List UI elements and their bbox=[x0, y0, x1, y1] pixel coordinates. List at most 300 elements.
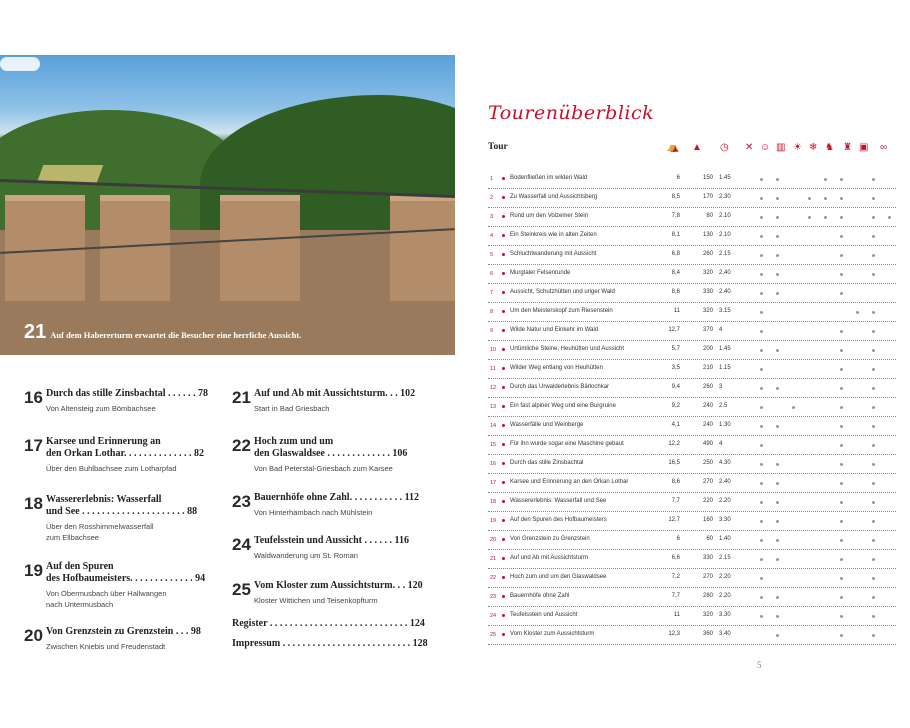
caption-number: 21 bbox=[24, 321, 47, 343]
feature-marker bbox=[872, 558, 875, 561]
feature-marker bbox=[888, 216, 891, 219]
tour-number: 3 bbox=[490, 214, 494, 220]
feature-marker bbox=[808, 197, 811, 200]
feature-marker bbox=[776, 425, 779, 428]
feature-marker bbox=[760, 482, 763, 485]
toc-entry[interactable] bbox=[24, 626, 224, 666]
tour-elevation: 80 bbox=[706, 213, 713, 219]
tour-number: 8 bbox=[490, 309, 494, 315]
tour-column-label: Tour bbox=[488, 142, 508, 152]
feature-marker bbox=[760, 558, 763, 561]
tour-name: Urtümliche Steine, Heuhütten und Aussicht bbox=[510, 346, 625, 352]
tour-name: Ein Steinkreis wie in alten Zeiten bbox=[510, 232, 597, 238]
bus-icon: ▣ bbox=[859, 142, 869, 153]
bullet-icon bbox=[502, 177, 505, 180]
feature-marker bbox=[840, 501, 843, 504]
feature-marker bbox=[776, 216, 779, 219]
tour-number: 14 bbox=[490, 423, 497, 429]
tour-elevation: 320 bbox=[702, 612, 713, 618]
tour-distance: 16,5 bbox=[668, 460, 680, 466]
tour-number: 10 bbox=[490, 347, 497, 353]
table-row[interactable] bbox=[488, 265, 896, 284]
feature-marker bbox=[760, 311, 763, 314]
feature-marker bbox=[760, 368, 763, 371]
toc-entry[interactable] bbox=[24, 436, 224, 494]
tour-name: Bodenfließen im wilden Wald bbox=[510, 175, 588, 181]
tour-duration: 4 bbox=[719, 441, 723, 447]
feature-marker bbox=[776, 539, 779, 542]
feature-marker bbox=[840, 577, 843, 580]
toc-entry-number: 23 bbox=[232, 492, 251, 511]
tour-name: Bauernhöfe ohne Zahl bbox=[510, 593, 570, 599]
toc-entry-subtitle: Waldwanderung um St. Roman bbox=[254, 551, 358, 560]
tour-distance: 8,6 bbox=[671, 289, 680, 295]
feature-marker bbox=[840, 520, 843, 523]
bullet-icon bbox=[502, 310, 505, 313]
tour-number: 2 bbox=[490, 195, 494, 201]
feature-marker bbox=[824, 197, 827, 200]
photo-caption bbox=[24, 321, 301, 344]
tour-number: 11 bbox=[490, 366, 496, 372]
tour-name: Aussicht, Schutzhütten und uriger Wald bbox=[510, 289, 615, 295]
feature-marker bbox=[840, 539, 843, 542]
feature-marker bbox=[776, 273, 779, 276]
toc-entry-subtitle: Zwischen Kniebis und Freudenstadt bbox=[46, 642, 166, 651]
overview-heading: Tourenüberblick bbox=[488, 102, 655, 124]
bullet-icon bbox=[502, 595, 505, 598]
toc-entry[interactable] bbox=[232, 388, 442, 436]
feature-marker bbox=[840, 558, 843, 561]
feature-marker bbox=[840, 406, 843, 409]
tour-number: 24 bbox=[490, 613, 497, 619]
feature-marker bbox=[872, 482, 875, 485]
tour-name: Auf und Ab mit Aussichtsturm bbox=[510, 555, 589, 561]
feature-marker bbox=[872, 254, 875, 257]
feature-marker bbox=[872, 425, 875, 428]
tour-name: Zu Wasserfall und Aussichtsberg bbox=[510, 194, 598, 200]
tour-number: 7 bbox=[490, 290, 494, 296]
toc-entry[interactable] bbox=[24, 494, 224, 561]
feature-marker bbox=[776, 558, 779, 561]
tour-distance: 7,7 bbox=[671, 498, 680, 504]
tour-number: 25 bbox=[490, 632, 497, 638]
tour-name: Für ihn wurde sogar eine Maschine gebaut bbox=[510, 441, 624, 447]
toc-entry-title: Teufelsstein und Aussicht . . . . . . 116 bbox=[254, 535, 409, 546]
feature-marker bbox=[760, 178, 763, 181]
table-row[interactable] bbox=[488, 588, 896, 607]
tour-duration: 1.45 bbox=[719, 346, 731, 352]
tour-elevation: 170 bbox=[702, 194, 713, 200]
toc-entry-title: Auf den Spuren des Hofbaumeisters. . . . . . . . . . . . . 94 bbox=[46, 561, 206, 584]
table-row[interactable] bbox=[488, 531, 896, 550]
toc-entry-title: Karsee und Erinnerung an den Orkan Lothar. . . . . . . . . . . . . . 82 bbox=[46, 436, 204, 459]
toc-entry-title: Wassererlebnis: Wasserfall und See . . . . . . . . . . . . . . . . . . . . . 88 bbox=[46, 494, 198, 517]
tour-distance: 12,7 bbox=[668, 327, 680, 333]
bullet-icon bbox=[502, 291, 505, 294]
tour-number: 22 bbox=[490, 575, 497, 581]
bike-icon: ∞ bbox=[880, 142, 888, 153]
feature-marker bbox=[872, 520, 875, 523]
toc-column-left bbox=[24, 388, 224, 666]
feature-marker bbox=[840, 273, 843, 276]
feature-marker bbox=[776, 634, 779, 637]
toc-entry[interactable] bbox=[232, 580, 442, 618]
feature-marker bbox=[856, 311, 859, 314]
toc-entry-title: Von Grenzstein zu Grenzstein . . . 98 bbox=[46, 626, 201, 637]
tour-distance: 7,8 bbox=[671, 213, 680, 219]
tour-elevation: 330 bbox=[702, 289, 713, 295]
bullet-icon bbox=[502, 234, 505, 237]
toc-entry-subtitle: Kloster Wittichen und Teisenkopfturm bbox=[254, 596, 378, 605]
tour-elevation: 220 bbox=[702, 498, 713, 504]
tour-name: Hoch zum und um den Glaswaldsee bbox=[510, 574, 607, 580]
feature-marker bbox=[872, 501, 875, 504]
tour-duration: 3.30 bbox=[719, 612, 731, 618]
tour-name: Murgtaler Felsenrunde bbox=[510, 270, 571, 276]
merlon bbox=[220, 195, 300, 301]
table-row[interactable] bbox=[488, 607, 896, 626]
tour-name: Vom Kloster zum Aussichtsturm bbox=[510, 631, 595, 637]
tour-duration: 2.30 bbox=[719, 194, 731, 200]
tour-elevation: 240 bbox=[702, 422, 713, 428]
tour-duration: 2.40 bbox=[719, 479, 731, 485]
family-icon: ☺ bbox=[760, 142, 771, 153]
tour-name: Wilde Natur und Einkehr im Wald bbox=[510, 327, 599, 333]
toc-entry-number: 20 bbox=[24, 626, 43, 645]
tour-name: Teufelsstein und Aussicht bbox=[510, 612, 578, 618]
table-row[interactable] bbox=[488, 512, 896, 531]
bullet-icon bbox=[502, 196, 505, 199]
feature-marker bbox=[872, 235, 875, 238]
feature-marker bbox=[776, 501, 779, 504]
tour-duration: 4 bbox=[719, 327, 723, 333]
feature-icon-row bbox=[455, 142, 910, 156]
elevation-icon: ▲ bbox=[692, 142, 702, 153]
feature-marker bbox=[776, 615, 779, 618]
tour-distance: 6 bbox=[676, 536, 680, 542]
feature-marker bbox=[776, 520, 779, 523]
tour-elevation: 270 bbox=[702, 574, 713, 580]
table-row[interactable] bbox=[488, 398, 896, 417]
tour-name: Wassererlebnis: Wasserfall und See bbox=[510, 498, 607, 504]
feature-marker bbox=[840, 387, 843, 390]
feature-marker bbox=[872, 197, 875, 200]
feature-marker bbox=[840, 596, 843, 599]
feature-marker bbox=[840, 368, 843, 371]
feature-marker bbox=[760, 615, 763, 618]
tour-distance: 6,8 bbox=[671, 251, 680, 257]
feature-marker bbox=[872, 216, 875, 219]
feature-marker bbox=[760, 577, 763, 580]
bullet-icon bbox=[502, 405, 505, 408]
tour-elevation: 270 bbox=[702, 479, 713, 485]
feature-marker bbox=[840, 178, 843, 181]
tour-distance: 9,2 bbox=[671, 403, 680, 409]
table-row[interactable] bbox=[488, 189, 896, 208]
tour-name: Von Grenzstein zu Grenzstein bbox=[510, 536, 590, 542]
tour-elevation: 160 bbox=[702, 517, 713, 523]
feature-marker bbox=[872, 615, 875, 618]
bullet-icon bbox=[502, 614, 505, 617]
table-row[interactable] bbox=[488, 303, 896, 322]
tour-name: Rund um den Volzemer Stein bbox=[510, 213, 589, 219]
tour-distance: 3,5 bbox=[671, 365, 680, 371]
distance-icon: ⛺ bbox=[667, 142, 680, 153]
table-row[interactable] bbox=[488, 246, 896, 265]
toc-entry[interactable] bbox=[232, 535, 442, 580]
bullet-icon bbox=[502, 215, 505, 218]
bullet-icon bbox=[502, 519, 505, 522]
toc-entry-subtitle: Über den Buhlbachsee zum Lotharpfad bbox=[46, 464, 177, 473]
table-row[interactable] bbox=[488, 493, 896, 512]
feature-marker bbox=[872, 577, 875, 580]
tour-number: 19 bbox=[490, 518, 497, 524]
feature-marker bbox=[872, 406, 875, 409]
toc-entry-title: Hoch zum und um den Glaswaldsee . . . . . . . . . . . . . 106 bbox=[254, 436, 408, 459]
feature-marker bbox=[840, 615, 843, 618]
tour-distance: 6,6 bbox=[671, 555, 680, 561]
tour-number: 9 bbox=[490, 328, 494, 334]
duration-icon: ◷ bbox=[720, 142, 729, 153]
toc-entry-title: Auf und Ab mit Aussichtsturm. . . 102 bbox=[254, 388, 416, 399]
table-row[interactable] bbox=[488, 360, 896, 379]
tour-number: 12 bbox=[490, 385, 497, 391]
bullet-icon bbox=[502, 500, 505, 503]
bullet-icon bbox=[502, 633, 505, 636]
toc-entry-number: 16 bbox=[24, 388, 43, 407]
toc-entry-subtitle: Über den Rosshimmelwasserfall zum Ellbachsee bbox=[46, 522, 154, 542]
tour-duration: 2.40 bbox=[719, 270, 731, 276]
feature-marker bbox=[840, 216, 843, 219]
tour-number: 16 bbox=[490, 461, 497, 467]
table-row[interactable] bbox=[488, 341, 896, 360]
toc-register[interactable]: Register . . . . . . . . . . . . . . . . . . . . . . . . . . . . 124 bbox=[232, 618, 425, 629]
feature-marker bbox=[792, 406, 795, 409]
tour-duration: 1.30 bbox=[719, 422, 731, 428]
feature-marker bbox=[760, 406, 763, 409]
feature-marker bbox=[760, 596, 763, 599]
tour-duration: 4.30 bbox=[719, 460, 731, 466]
toc-entry-number: 19 bbox=[24, 561, 43, 580]
right-page bbox=[455, 55, 910, 675]
bullet-icon bbox=[502, 481, 505, 484]
feature-marker bbox=[872, 178, 875, 181]
table-row[interactable] bbox=[488, 626, 896, 645]
feature-marker bbox=[760, 463, 763, 466]
tour-overview-table bbox=[488, 170, 896, 645]
feature-marker bbox=[808, 216, 811, 219]
tour-elevation: 130 bbox=[702, 232, 713, 238]
bullet-icon bbox=[502, 253, 505, 256]
feature-marker bbox=[872, 596, 875, 599]
tour-duration: 3.30 bbox=[719, 517, 731, 523]
tour-elevation: 240 bbox=[702, 403, 713, 409]
feature-marker bbox=[776, 387, 779, 390]
bullet-icon bbox=[502, 576, 505, 579]
tour-elevation: 370 bbox=[702, 327, 713, 333]
tour-duration: 2.20 bbox=[719, 593, 731, 599]
tour-distance: 12,3 bbox=[668, 631, 680, 637]
tour-elevation: 360 bbox=[702, 631, 713, 637]
tour-elevation: 210 bbox=[702, 365, 713, 371]
table-row[interactable] bbox=[488, 208, 896, 227]
tour-elevation: 150 bbox=[702, 175, 713, 181]
bullet-icon bbox=[502, 367, 505, 370]
tour-elevation: 320 bbox=[702, 308, 713, 314]
caption-text: Auf dem Habererturm erwartet die Besucher eine herrliche Aussicht. bbox=[50, 330, 302, 340]
tour-elevation: 320 bbox=[702, 270, 713, 276]
page-number: 5 bbox=[757, 660, 762, 670]
toc-entry-subtitle: Von Obermusbach über Hallwangen nach Untermusbach bbox=[46, 589, 167, 609]
table-row[interactable] bbox=[488, 227, 896, 246]
feature-marker bbox=[776, 482, 779, 485]
feature-marker bbox=[760, 254, 763, 257]
toc-entry-subtitle: Von Altensteig zum Bömbachsee bbox=[46, 404, 156, 413]
table-row[interactable] bbox=[488, 417, 896, 436]
toc-entry-title: Vom Kloster zum Aussichtsturm. . . 120 bbox=[254, 580, 423, 591]
tour-number: 20 bbox=[490, 537, 497, 543]
tour-duration: 2.15 bbox=[719, 555, 731, 561]
tour-distance: 12,2 bbox=[668, 441, 680, 447]
tour-name: Durch das Urwalderlebnis Bärlochkar bbox=[510, 384, 610, 390]
table-row[interactable] bbox=[488, 284, 896, 303]
tour-number: 13 bbox=[490, 404, 497, 410]
bullet-icon bbox=[502, 272, 505, 275]
toc-entry[interactable] bbox=[24, 388, 224, 436]
bullet-icon bbox=[502, 329, 505, 332]
table-row[interactable] bbox=[488, 170, 896, 189]
tour-number: 23 bbox=[490, 594, 497, 600]
tour-elevation: 490 bbox=[702, 441, 713, 447]
tour-name: Ein fast alpiner Weg und eine Burgruine bbox=[510, 403, 616, 409]
tour-duration: 3 bbox=[719, 384, 723, 390]
winter-icon: ❄ bbox=[809, 142, 818, 153]
feature-marker bbox=[824, 216, 827, 219]
monument-icon: ♜ bbox=[843, 142, 852, 153]
feature-marker bbox=[872, 273, 875, 276]
feature-marker bbox=[872, 463, 875, 466]
tour-number: 18 bbox=[490, 499, 497, 505]
tour-name: Um den Meisterskopf zum Riesenstein bbox=[510, 308, 613, 314]
tour-duration: 1.45 bbox=[719, 175, 731, 181]
feature-marker bbox=[760, 292, 763, 295]
feature-marker bbox=[840, 254, 843, 257]
tour-elevation: 330 bbox=[702, 555, 713, 561]
table-row[interactable] bbox=[488, 474, 896, 493]
feature-marker bbox=[760, 273, 763, 276]
tour-elevation: 260 bbox=[702, 251, 713, 257]
feature-marker bbox=[760, 349, 763, 352]
tour-distance: 8,4 bbox=[671, 270, 680, 276]
feature-marker bbox=[840, 634, 843, 637]
feature-marker bbox=[872, 311, 875, 314]
tour-name: Durch das stille Zinsbachtal bbox=[510, 460, 584, 466]
feature-marker bbox=[760, 330, 763, 333]
tour-duration: 2.40 bbox=[719, 289, 731, 295]
tour-name: Wasserfälle und Weinberge bbox=[510, 422, 584, 428]
tour-duration: 2.10 bbox=[719, 232, 731, 238]
feature-marker bbox=[760, 216, 763, 219]
table-row[interactable] bbox=[488, 379, 896, 398]
tour-distance: 9,4 bbox=[671, 384, 680, 390]
tour-number: 17 bbox=[490, 480, 497, 486]
feature-marker bbox=[840, 444, 843, 447]
tour-distance: 8,6 bbox=[671, 479, 680, 485]
feature-marker bbox=[776, 197, 779, 200]
toc-impressum[interactable]: Impressum . . . . . . . . . . . . . . . . . . . . . . . . . . 128 bbox=[232, 638, 428, 649]
tour-duration: 3.40 bbox=[719, 631, 731, 637]
toc-entry-number: 17 bbox=[24, 436, 43, 455]
feature-marker bbox=[760, 425, 763, 428]
bullet-icon bbox=[502, 424, 505, 427]
toc-entry[interactable] bbox=[24, 561, 224, 626]
table-row[interactable] bbox=[488, 436, 896, 455]
table-row[interactable] bbox=[488, 569, 896, 588]
bullet-icon bbox=[502, 538, 505, 541]
animal-icon: ♞ bbox=[825, 142, 834, 153]
toc-entry-number: 22 bbox=[232, 436, 251, 455]
feature-marker bbox=[776, 178, 779, 181]
toc-entry-subtitle: Von Hinterhambach nach Mühlstein bbox=[254, 508, 373, 517]
tour-duration: 3.15 bbox=[719, 308, 731, 314]
toc-entry-number: 21 bbox=[232, 388, 251, 407]
feature-marker bbox=[760, 197, 763, 200]
feature-marker bbox=[872, 634, 875, 637]
tour-distance: 7,2 bbox=[671, 574, 680, 580]
feature-marker bbox=[776, 596, 779, 599]
tour-distance: 11 bbox=[673, 308, 680, 314]
feature-marker bbox=[840, 425, 843, 428]
culture-icon: ▥ bbox=[776, 142, 786, 153]
feature-marker bbox=[824, 178, 827, 181]
feature-marker bbox=[840, 197, 843, 200]
feature-marker bbox=[872, 349, 875, 352]
toc-entry-number: 24 bbox=[232, 535, 251, 554]
toc-entry-title: Bauernhöfe ohne Zahl. . . . . . . . . . . 112 bbox=[254, 492, 420, 503]
feature-marker bbox=[776, 254, 779, 257]
feature-marker bbox=[776, 349, 779, 352]
feature-marker bbox=[760, 387, 763, 390]
table-row[interactable] bbox=[488, 550, 896, 569]
tour-duration: 2.15 bbox=[719, 251, 731, 257]
toc-entry-subtitle: Von Bad Peterstal-Griesbach zum Karsee bbox=[254, 464, 393, 473]
toc-entry[interactable] bbox=[232, 436, 442, 492]
toc-entry[interactable] bbox=[232, 492, 442, 535]
tour-distance: 12,7 bbox=[668, 517, 680, 523]
feature-marker bbox=[840, 292, 843, 295]
toc-entry-number: 18 bbox=[24, 494, 43, 513]
tour-number: 21 bbox=[490, 556, 497, 562]
summer-icon: ☀ bbox=[793, 142, 802, 153]
toc-entry-subtitle: Start in Bad Griesbach bbox=[254, 404, 330, 413]
feature-marker bbox=[776, 292, 779, 295]
tour-distance: 6 bbox=[676, 175, 680, 181]
tour-elevation: 260 bbox=[702, 384, 713, 390]
bullet-icon bbox=[502, 462, 505, 465]
feature-marker bbox=[760, 539, 763, 542]
table-row[interactable] bbox=[488, 322, 896, 341]
tour-name: Auf den Spuren des Hofbaumeisters bbox=[510, 517, 607, 523]
table-row[interactable] bbox=[488, 455, 896, 474]
feature-marker bbox=[872, 387, 875, 390]
tour-number: 4 bbox=[490, 233, 494, 239]
landscape-photo bbox=[0, 55, 455, 355]
feature-marker bbox=[840, 463, 843, 466]
feature-marker bbox=[776, 463, 779, 466]
tour-distance: 5,7 bbox=[671, 346, 680, 352]
tour-duration: 2.5 bbox=[719, 403, 728, 409]
tour-duration: 2.20 bbox=[719, 498, 731, 504]
